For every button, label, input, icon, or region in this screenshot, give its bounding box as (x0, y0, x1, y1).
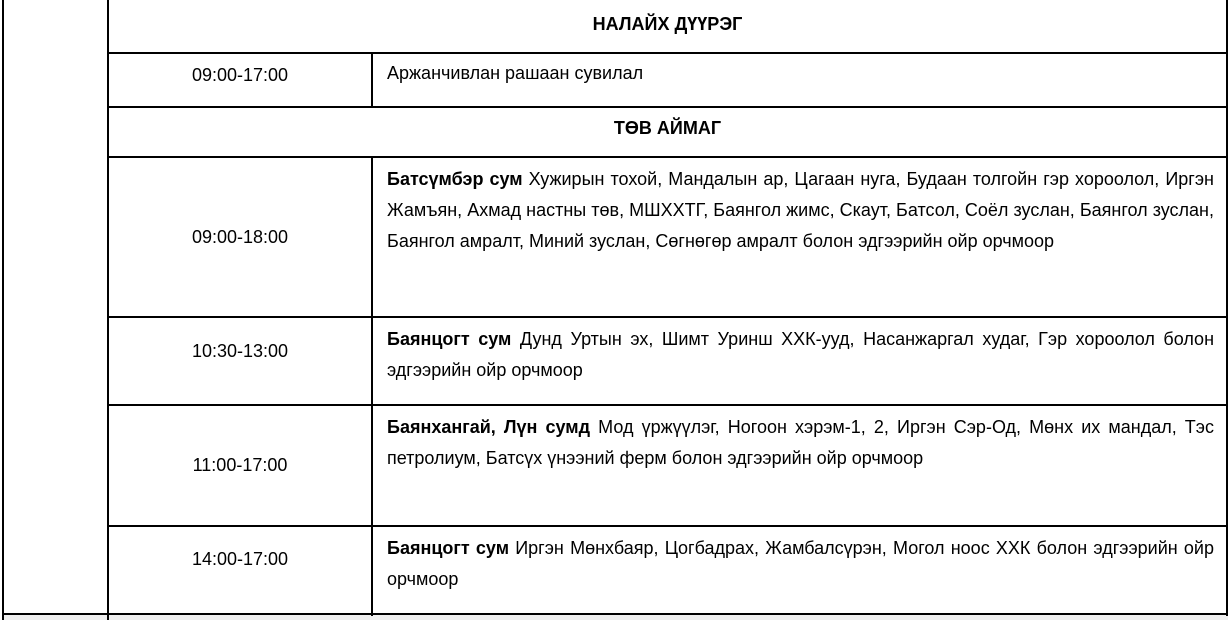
time-range: 09:00-17:00 (191, 65, 289, 85)
section-header-nalaikh (109, 0, 1226, 52)
schedule-time (109, 54, 371, 106)
schedule-time (109, 527, 371, 613)
soum-name: Батсүмбэр сум (387, 169, 523, 189)
time-range: 11:00-17:00 (192, 455, 288, 475)
place-text: Хужирын тохой, Мандалын ар, Цагаан нуга, Будаан толгойн гэр хороолол, Иргэн Жамъян, Ахмад настны төв, МШХХТГ, Баянгол жимс, Скаут, Батсол, Соёл зуслан, Баянгол зуслан, Баянгол амралт, Миний зуслан, Сөгнөгөр амралт болон эдгээрийн ойр орчмоор (387, 169, 1214, 251)
place-text: Иргэн Мөнхбаяр, Цогбадрах, Жамбалсүрэн, Могол ноос ХХК болон эдгээрийн ойр орчмоор (387, 538, 1214, 589)
next-row-strip (2, 615, 1228, 620)
table-right-border (1226, 0, 1228, 616)
place-text: Дунд Уртын эх, Шимт Уринш ХХК-ууд, Насанжаргал худаг, Гэр хороолол болон эдгээрийн ойр орчмоор (387, 329, 1215, 380)
schedule-place (373, 54, 1226, 106)
soum-name: Баянцогт сум (387, 538, 510, 558)
row-line (2, 613, 1228, 615)
place-text: Мод үржүүлэг, Ногоон хэрэм-1, 2, Иргэн Сэр-Од, Мөнх их мандал, Тэс петролиум, Батсүх үнээний ферм болон эдгээрийн ойр орчмоор (387, 417, 1214, 468)
schedule-place (373, 406, 1226, 525)
schedule-time (109, 158, 371, 316)
schedule-place (373, 318, 1226, 404)
section-title: НАЛАЙХ ДҮҮРЭГ (592, 14, 743, 34)
time-range: 10:30-13:00 (191, 341, 289, 361)
schedule-place (373, 527, 1226, 613)
place-text: Аржанчивлан рашаан сувилал (387, 63, 644, 83)
soum-name: Баянхангай, Лүн сумд (387, 417, 591, 437)
section-header-tov (109, 108, 1226, 156)
table-left-border (2, 0, 4, 620)
time-range: 09:00-18:00 (191, 226, 289, 247)
schedule-time (109, 406, 371, 525)
soum-name: Баянцогт сум (387, 329, 512, 349)
time-range: 14:00-17:00 (191, 549, 289, 569)
schedule-place (373, 158, 1226, 316)
schedule-time (109, 318, 371, 404)
section-title: ТӨВ АЙМАГ (613, 118, 722, 138)
